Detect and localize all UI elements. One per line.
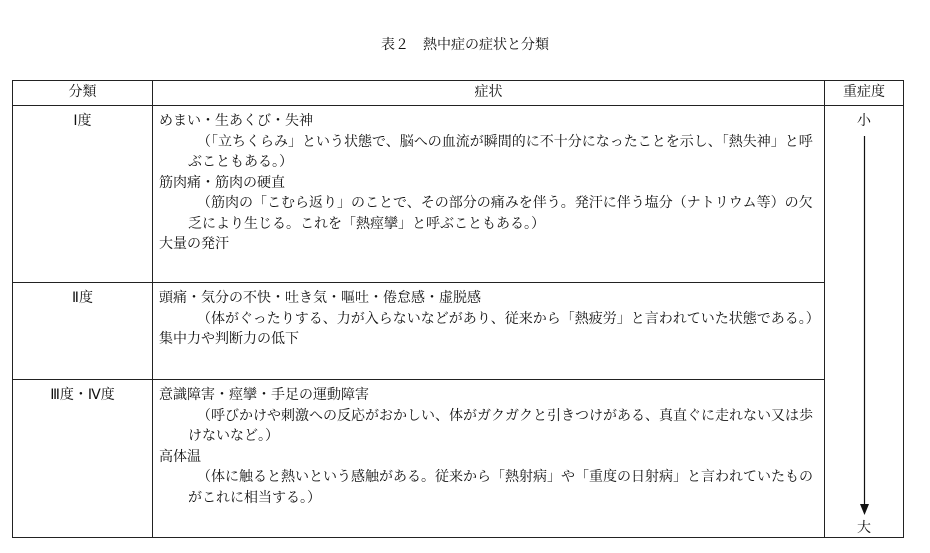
symptoms-cell	[153, 380, 825, 538]
symptom-line: 筋肉痛・筋肉の硬直	[159, 174, 285, 191]
symptom-note: （体に触ると熱いという感触がある。従来から「熱射病」や「重度の日射病」と言われていたものがこれに相当する。）	[188, 469, 813, 506]
header-severity: 重症度	[825, 81, 904, 106]
table-row-grade-1	[13, 106, 904, 283]
symptom-line: めまい・生あくび・失神	[159, 113, 313, 129]
symptom-line: 集中力や判断力の低下	[159, 331, 299, 347]
heatstroke-classification-table	[12, 80, 904, 538]
symptom-note: （体がぐったりする、力が入らないなどがあり、従来から「熱疲労」と言われていた状態である。）	[197, 310, 820, 327]
severity-high-label: 大	[857, 520, 871, 536]
symptoms-cell	[153, 283, 825, 380]
symptoms-cell	[153, 106, 825, 283]
severity-arrow-icon	[825, 106, 904, 538]
grade-cell: Ⅰ度	[13, 106, 153, 283]
symptom-note: （呼びかけや刺激への反応がおかしい、体がガクガクと引きつけがある、真直ぐに走れない又は歩けないなど。）	[188, 407, 813, 444]
symptom-line: 大量の発汗	[159, 236, 229, 252]
symptom-note: （「立ちくらみ」という状態で、脳への血流が瞬間的に不十分になったことを示し、「熱失神」と呼ぶこともある。）	[188, 133, 813, 170]
grade-cell: Ⅱ度	[13, 283, 153, 380]
symptom-line: 高体温	[159, 448, 201, 465]
table-header-row	[13, 81, 904, 106]
symptom-note: （筋肉の「こむら返り」のことで、その部分の痛みを伴う。発汗に伴う塩分（ナトリウム等）の欠乏により生じる。これを「熱痙攣」と呼ぶこともある。）	[188, 195, 813, 232]
header-symptoms: 症状	[153, 81, 825, 106]
grade-cell: Ⅲ度・Ⅳ度	[13, 380, 153, 538]
table-row-grade-2	[13, 283, 904, 380]
symptom-line: 意識障害・痙攣・手足の運動障害	[159, 387, 369, 403]
severity-cell	[825, 106, 904, 538]
severity-low-label: 小	[857, 113, 871, 129]
table-row-grade-3-4	[13, 380, 904, 538]
header-grade: 分類	[13, 81, 153, 106]
symptom-line: 頭痛・気分の不快・吐き気・嘔吐・倦怠感・虚脱感	[159, 290, 481, 306]
table-caption: 表２ 熱中症の症状と分類	[381, 37, 549, 53]
